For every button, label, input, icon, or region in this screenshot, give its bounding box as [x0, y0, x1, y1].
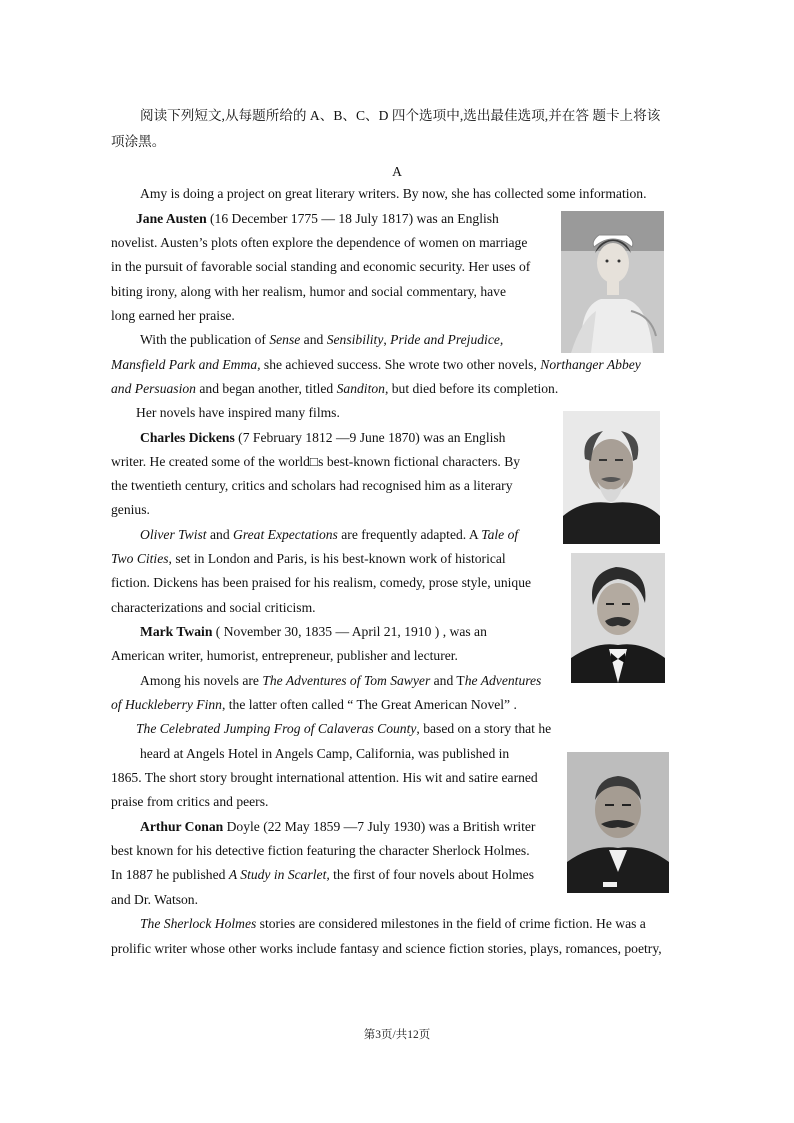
- austen-p2-line-1: With the publication of Sense and Sensibility, Pride and Prejudice,: [140, 332, 504, 347]
- dickens-p2-line-3: fiction. Dickens has been praised for his realism, comedy, prose style, unique: [111, 575, 532, 590]
- dickens-line-1: Charles Dickens (7 February 1812 —9 June 1870) was an English: [140, 430, 506, 445]
- austen-p3: Her novels have inspired many films.: [136, 405, 340, 420]
- austen-p2-line-2: Mansfield Park and Emma, she achieved success. She wrote two other novels, Northanger Abbey: [111, 357, 641, 372]
- doyle-p2-line-2: prolific writer whose other works include fantasy and science fiction stories, plays, romances, poetry,: [111, 941, 662, 956]
- twain-name: Mark Twain: [140, 624, 213, 639]
- doyle-line-2: best known for his detective fiction featuring the character Sherlock Holmes.: [111, 843, 530, 858]
- doyle-line-1: Arthur Conan Doyle (22 May 1859 —7 July 1930) was a British writer: [140, 819, 536, 834]
- dickens-name: Charles Dickens: [140, 430, 235, 445]
- dickens-line-2: writer. He created some of the world□s best-known fictional characters. By: [111, 454, 521, 469]
- austen-p2-line-3: and Persuasion and began another, titled Sanditon, but died before its completion.: [111, 381, 559, 396]
- doyle-line-4: and Dr. Watson.: [111, 892, 199, 907]
- twain-p2-line-2: of Huckleberry Finn, the latter often called “ The Great American Novel” .: [111, 697, 517, 712]
- twain-p3-line-4: praise from critics and peers.: [111, 794, 269, 809]
- austen-line-1: Jane Austen (16 December 1775 — 18 July 1817) was an English: [136, 211, 499, 226]
- twain-portrait-image: [571, 553, 665, 683]
- doyle-p2-line-1: The Sherlock Holmes stories are considered milestones in the field of crime fiction. He was a: [140, 916, 646, 931]
- dickens-line-3: the twentieth century, critics and scholars had recognised him as a literary: [111, 478, 513, 493]
- total-page-count: 12: [407, 1029, 419, 1041]
- page-footer: 第3页/共12页: [363, 1029, 431, 1041]
- twain-p3-line-3: 1865. The short story brought international attention. His wit and satire earned: [111, 770, 538, 785]
- austen-portrait-image: [561, 211, 664, 353]
- dickens-p2-line-1: Oliver Twist and Great Expectations are frequently adapted. A Tale of: [140, 527, 519, 542]
- dickens-line-4: genius.: [111, 502, 150, 517]
- austen-line-2: novelist. Austen’s plots often explore the dependence of women on marriage: [111, 235, 528, 250]
- instructions-line-1: 阅读下列短文,从每题所给的 A、B、C、D 四个选项中,选出最佳选项,并在答 题卡上将该: [140, 108, 661, 123]
- current-page-number: 3: [375, 1029, 382, 1041]
- doyle-name: Arthur Conan: [140, 819, 224, 834]
- twain-p3-line-2: heard at Angels Hotel in Angels Camp, California, was published in: [140, 746, 510, 761]
- instructions-line-2: 项涂黑。: [111, 134, 166, 149]
- twain-p3-line-1: The Celebrated Jumping Frog of Calaveras County, based on a story that he: [136, 721, 552, 736]
- austen-line-4: biting irony, along with her realism, humor and social commentary, have: [111, 284, 506, 299]
- dickens-p2-line-4: characterizations and social criticism.: [111, 600, 316, 615]
- doyle-portrait-image: [567, 752, 669, 893]
- austen-line-3: in the pursuit of favorable social standing and economic security. Her uses of: [111, 259, 531, 274]
- twain-line-2: American writer, humorist, entrepreneur, publisher and lecturer.: [111, 648, 458, 663]
- austen-line-5: long earned her praise.: [111, 308, 235, 323]
- austen-name: Jane Austen: [136, 211, 207, 226]
- dickens-p2-line-2: Two Cities, set in London and Paris, is his best-known work of historical: [111, 551, 506, 566]
- dickens-portrait-image: [563, 411, 660, 544]
- section-label: A: [392, 164, 402, 179]
- doyle-line-3: In 1887 he published A Study in Scarlet, the first of four novels about Holmes: [111, 867, 534, 882]
- twain-p2-line-1: Among his novels are The Adventures of Tom Sawyer and The Adventures: [140, 673, 542, 688]
- intro-line: Amy is doing a project on great literary writers. By now, she has collected some information.: [140, 186, 647, 201]
- twain-line-1: Mark Twain ( November 30, 1835 — April 21, 1910 ) , was an: [140, 624, 487, 639]
